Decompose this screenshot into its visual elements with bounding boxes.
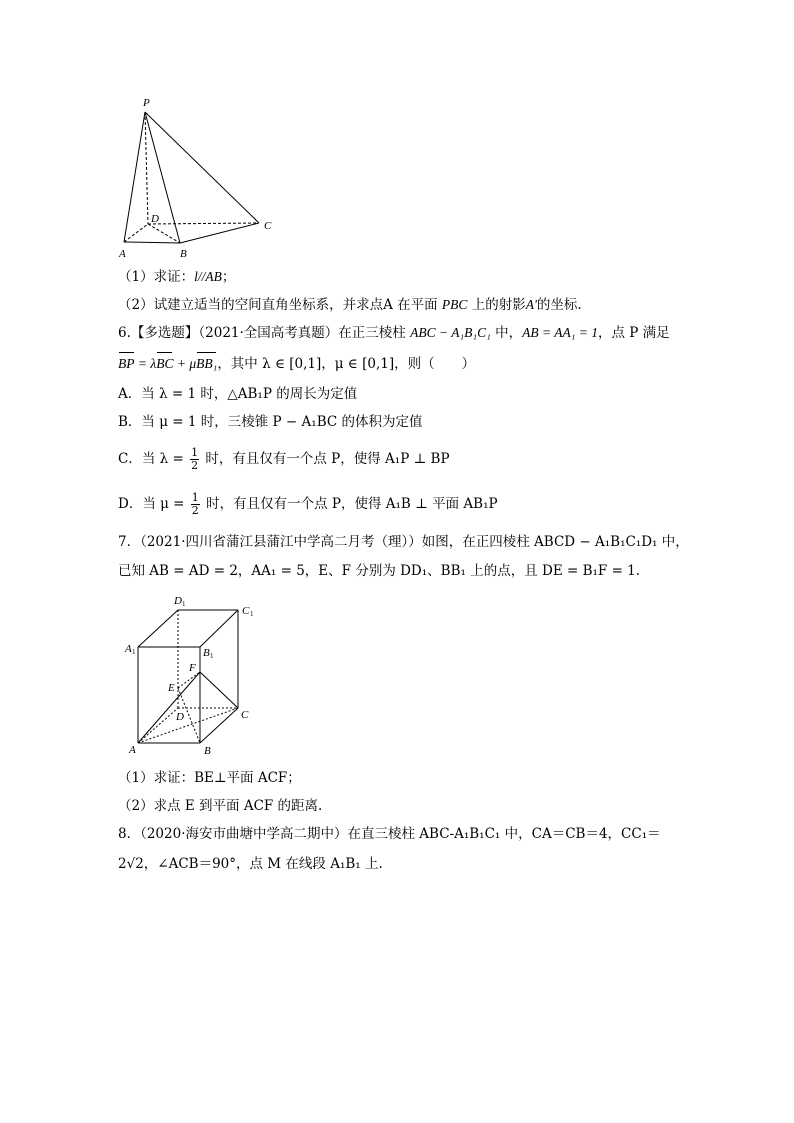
edge-dc [148,223,259,224]
edge-pa [124,112,145,242]
prism-figure [118,590,268,760]
q7-part2: （2）求点 E 到平面 ACF 的距离. [118,798,323,814]
label-a1-sub: 1 [132,648,136,656]
label-b: B [204,745,211,757]
label-d1-sub: 1 [182,600,186,608]
label-p: P [143,97,150,109]
q6-option-c-pre: C．当 λ = [118,451,189,467]
q6-option-c-post: 时，有且仅有一个点 P，使得 A₁P ⊥ BP [201,451,450,467]
fraction-one-half [191,492,200,517]
frac-denominator: 2 [191,459,199,472]
vector-bp: BP [118,356,135,371]
label-b1-sub: 1 [210,652,214,660]
vector-bb1: BB₁ [196,356,218,371]
label-c: C [264,220,272,232]
q6-tag: 【多选题】 [130,325,199,341]
label-f: F [189,662,196,674]
edge-b1c1 [200,610,238,647]
label-d: D [176,711,184,723]
q5-part2-text-b: 上的射影 [467,297,526,313]
vector-bc: BC [156,356,174,371]
q6-option-d-pre: D．当 μ = [118,496,189,512]
pyramid-diagram [118,92,288,262]
q6-option-d-post: 时，有且仅有一个点 P，使得 A₁B ⊥ 平面 AB₁P [201,496,498,512]
segment-ef [178,672,200,688]
q6-tail: ，点 P 满足 [598,325,670,341]
fraction-one-half [190,447,199,472]
q6-stem-line2 [118,355,475,373]
frac-denominator: 2 [191,504,199,517]
edge-bc [200,708,238,743]
q6-rest: ，其中 λ ∈ [0,1]，μ ∈ [0,1]，则（ ） [217,356,476,372]
frac-numerator: 1 [191,491,199,504]
edge-a1d1 [138,610,178,647]
label-a: A [119,248,126,260]
q6-option-b: B．当 μ = 1 时，三棱锥 P − A₁BC 的体积为定值 [118,414,423,430]
prism-diagram [118,590,268,760]
edge-pc [145,112,259,223]
q5-part2-text-c: 的坐标. [536,297,582,313]
edge-ab [124,242,180,243]
q6-option-d [118,492,498,517]
q5-part1 [118,268,235,286]
q7-part1: （1）求证：BE⊥平面 ACF； [118,770,301,786]
label-c: C [241,709,249,721]
edge-ad [124,224,148,242]
label-a1: A [125,643,132,655]
q7-stem-line1: 7．（2021·四川省蒲江县蒲江中学高二月考（理））如图，在正四棱柱 ABCD − A₁B₁C₁D₁ 中， [118,534,689,550]
q6-number: 6. [118,325,131,341]
label-a: A [129,744,136,756]
q6-option-c [118,447,450,472]
edge-pd [145,112,148,224]
edge-ad [138,708,178,743]
q8-stem-line1: 8．（2020·海安市曲塘中学高二期中）在直三棱柱 ABC-A₁B₁C₁ 中，CA＝CB＝4，CC₁＝ [118,826,661,842]
q6-eq: = λ [134,356,157,371]
frac-numerator: 1 [191,446,199,459]
q5-part1-tail: ； [221,269,236,285]
q6-stem-line1 [118,324,670,342]
label-d1: D [174,595,182,607]
q6-mid: 中， [490,325,523,341]
label-c1: C [242,605,250,617]
pyramid-figure [118,92,288,262]
label-c1-sub: 1 [250,610,254,618]
segment-fc [200,672,238,708]
q5-part2-math: PBC [441,297,468,312]
q5-part1-math: l//AB [194,269,222,284]
q5-part1-label: （1）求证： [118,269,195,285]
q6-prism: ABC − A₁B₁C₁ [410,325,491,340]
q6-plus: + μ [173,356,197,371]
edge-bc [180,223,259,243]
label-b: B [180,248,187,260]
label-d: D [151,213,159,225]
q6-option-a: A．当 λ = 1 时，△AB₁P 的周长为定值 [118,386,358,402]
q5-part2 [118,296,582,314]
q7-stem-line2: 已知 AB = AD = 2，AA₁ = 5，E、F 分别为 DD₁、BB₁ 上的点，且 DE = B₁F = 1. [118,563,641,579]
q8-stem-line2: 2√2，∠ACB＝90°，点 M 在线段 A₁B₁ 上. [118,856,383,872]
label-e: E [168,682,175,694]
q5-part2-text-a: （2）试建立适当的空间直角坐标系，并求点A 在平面 [118,297,442,313]
q6-cond: AB = AA₁ = 1 [522,325,598,340]
label-b1: B [203,647,210,659]
q6-source: （2021·全国高考真题）在正三棱柱 [198,325,411,341]
q5-part2-math2: A' [525,297,537,312]
